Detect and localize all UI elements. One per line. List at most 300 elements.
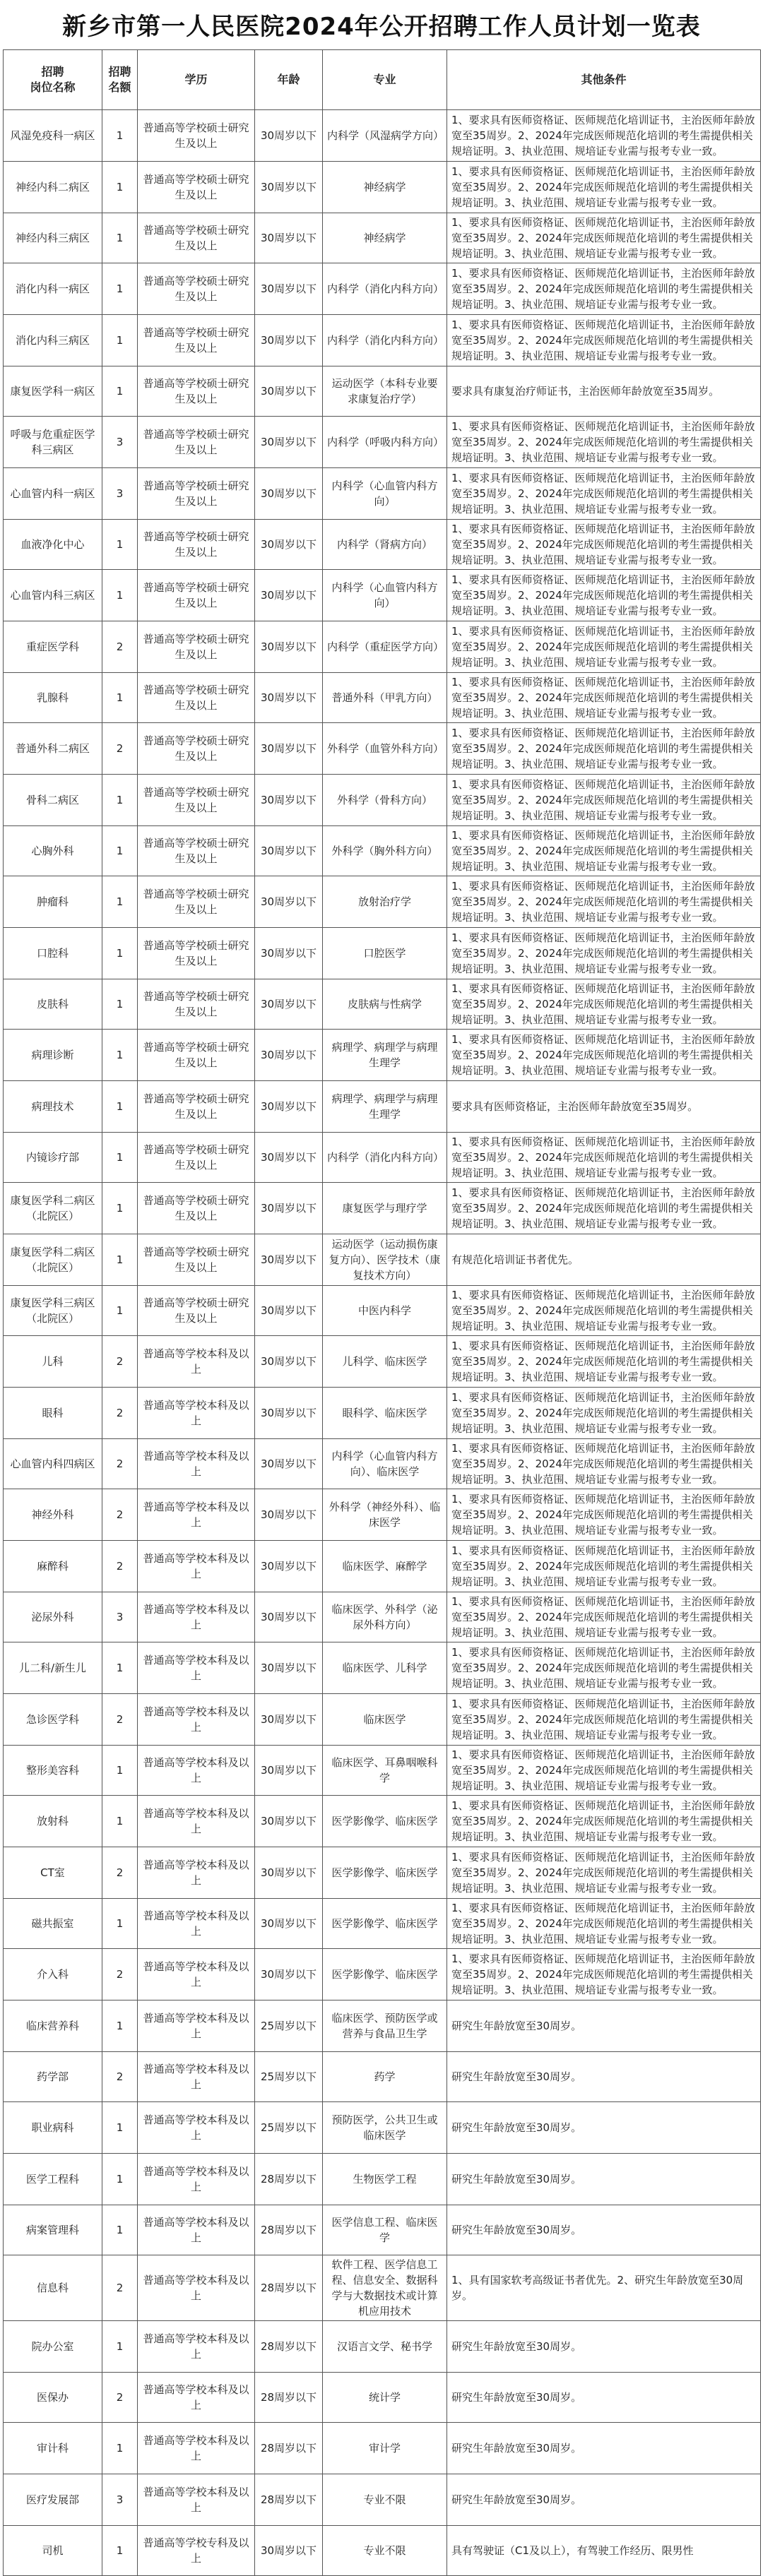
cell-position: 呼吸与危重症医学科三病区 (4, 417, 102, 468)
cell-conditions: 1、要求具有医师资格证、医师规范化培训证书，主治医师年龄放宽至35周岁。2、2024年完成医师规范化培训的考生需提供相关规培证明。3、执业范围、规培证专业需与报考专业一致。 (447, 1746, 761, 1796)
page-title: 新乡市第一人民医院2024年公开招聘工作人员计划一览表 (62, 13, 701, 41)
cell-age: 30周岁以下 (255, 1183, 323, 1234)
cell-quota: 1 (102, 1642, 138, 1694)
cell-education: 普通高等学校硕士研究生及以上 (138, 928, 255, 979)
cell-quota: 2 (102, 2373, 138, 2423)
cell-position: 康复医学科二病区（北院区） (4, 1234, 102, 1286)
cell-major: 内科学（重症医学方向） (323, 621, 447, 673)
table-row (4, 876, 761, 928)
cell-conditions: 1、要求具有医师资格证、医师规范化培训证书，主治医师年龄放宽至35周岁。2、2024年完成医师规范化培训的考生需提供相关规培证明。3、执业范围、规培证专业需与报考专业一致。 (447, 1949, 761, 2000)
cell-quota: 1 (102, 876, 138, 928)
cell-quota: 1 (102, 162, 138, 213)
cell-quota: 3 (102, 2474, 138, 2526)
cell-position: 内镜诊疗部 (4, 1133, 102, 1183)
cell-age: 30周岁以下 (255, 110, 323, 162)
cell-conditions: 1、要求具有医师资格证、医师规范化培训证书，主治医师年龄放宽至35周岁。2、2024年完成医师规范化培训的考生需提供相关规培证明。3、执业范围、规培证专业需与报考专业一致。 (447, 876, 761, 928)
cell-position: 临床营养科 (4, 2000, 102, 2052)
cell-conditions: 1、要求具有医师资格证、医师规范化培训证书，主治医师年龄放宽至35周岁。2、2024年完成医师规范化培训的考生需提供相关规培证明。3、执业范围、规培证专业需与报考专业一致。 (447, 1847, 761, 1899)
cell-conditions: 1、要求具有医师资格证、医师规范化培训证书，主治医师年龄放宽至35周岁。2、2024年完成医师规范化培训的考生需提供相关规培证明。3、执业范围、规培证专业需与报考专业一致。 (447, 928, 761, 979)
cell-education: 普通高等学校硕士研究生及以上 (138, 1081, 255, 1133)
cell-conditions: 1、要求具有医师资格证、医师规范化培训证书，主治医师年龄放宽至35周岁。2、2024年完成医师规范化培训的考生需提供相关规培证明。3、执业范围、规培证专业需与报考专业一致。 (447, 263, 761, 315)
cell-major: 内科学（心血管内科方向） (323, 570, 447, 621)
cell-age: 30周岁以下 (255, 1336, 323, 1388)
cell-quota: 1 (102, 1183, 138, 1234)
cell-education: 普通高等学校硕士研究生及以上 (138, 213, 255, 263)
cell-conditions: 1、要求具有医师资格证、医师规范化培训证书，主治医师年龄放宽至35周岁。2、2024年完成医师规范化培训的考生需提供相关规培证明。3、执业范围、规培证专业需与报考专业一致。 (447, 1592, 761, 1642)
cell-major: 医学影像学、临床医学 (323, 1796, 447, 1847)
cell-position: 病理技术 (4, 1081, 102, 1133)
cell-education: 普通高等学校硕士研究生及以上 (138, 520, 255, 570)
cell-education: 普通高等学校硕士研究生及以上 (138, 1030, 255, 1081)
cell-major: 汉语言文学、秘书学 (323, 2321, 447, 2373)
cell-age: 30周岁以下 (255, 1388, 323, 1439)
cell-education: 普通高等学校硕士研究生及以上 (138, 876, 255, 928)
cell-quota: 2 (102, 1489, 138, 1541)
cell-quota: 1 (102, 1133, 138, 1183)
cell-position: 审计科 (4, 2423, 102, 2474)
cell-quota: 2 (102, 723, 138, 775)
cell-conditions: 要求具有医师资格证，主治医师年龄放宽至35周岁。 (447, 1081, 761, 1133)
table-row (4, 2423, 761, 2474)
cell-position: 药学部 (4, 2052, 102, 2102)
cell-major: 放射治疗学 (323, 876, 447, 928)
table-row (4, 2321, 761, 2373)
cell-major: 临床医学 (323, 1694, 447, 1746)
cell-education: 普通高等学校硕士研究生及以上 (138, 826, 255, 876)
cell-major: 医学信息工程、临床医学 (323, 2205, 447, 2255)
cell-position: 放射科 (4, 1796, 102, 1847)
cell-age: 28周岁以下 (255, 2321, 323, 2373)
table-row (4, 366, 761, 417)
cell-quota: 3 (102, 417, 138, 468)
cell-education: 普通高等学校硕士研究生及以上 (138, 1234, 255, 1286)
cell-position: 心血管内科四病区 (4, 1439, 102, 1489)
cell-quota: 1 (102, 2205, 138, 2255)
cell-age: 30周岁以下 (255, 1592, 323, 1642)
cell-position: 康复医学科二病区（北院区） (4, 1183, 102, 1234)
cell-age: 30周岁以下 (255, 1847, 323, 1899)
table-row (4, 2474, 761, 2526)
cell-position: 院办公室 (4, 2321, 102, 2373)
header-education: 学历 (138, 50, 255, 110)
cell-major: 儿科学、临床医学 (323, 1336, 447, 1388)
cell-position: 心血管内科一病区 (4, 468, 102, 520)
cell-position: 司机 (4, 2526, 102, 2576)
table-row (4, 1796, 761, 1847)
cell-conditions: 1、要求具有医师资格证、医师规范化培训证书，主治医师年龄放宽至35周岁。2、2024年完成医师规范化培训的考生需提供相关规培证明。3、执业范围、规培证专业需与报考专业一致。 (447, 979, 761, 1030)
cell-major: 内科学（呼吸内科方向） (323, 417, 447, 468)
table-row (4, 2526, 761, 2576)
cell-quota: 1 (102, 1796, 138, 1847)
table-row (4, 1489, 761, 1541)
table-row (4, 1133, 761, 1183)
cell-position: 消化内科三病区 (4, 315, 102, 366)
cell-education: 普通高等学校本科及以上 (138, 1949, 255, 2000)
cell-education: 普通高等学校硕士研究生及以上 (138, 979, 255, 1030)
cell-age: 30周岁以下 (255, 1642, 323, 1694)
cell-major: 外科学（血管外科方向） (323, 723, 447, 775)
cell-age: 30周岁以下 (255, 213, 323, 263)
table-row (4, 213, 761, 263)
table-row (4, 826, 761, 876)
table-row (4, 417, 761, 468)
cell-quota: 2 (102, 1541, 138, 1592)
cell-education: 普通高等学校本科及以上 (138, 2474, 255, 2526)
cell-age: 28周岁以下 (255, 2423, 323, 2474)
table-row (4, 1336, 761, 1388)
cell-position: CT室 (4, 1847, 102, 1899)
cell-quota: 1 (102, 1030, 138, 1081)
cell-major: 神经病学 (323, 213, 447, 263)
cell-quota: 1 (102, 2000, 138, 2052)
cell-education: 普通高等学校本科及以上 (138, 1336, 255, 1388)
cell-education: 普通高等学校本科及以上 (138, 1796, 255, 1847)
cell-major: 医学影像学、临床医学 (323, 1899, 447, 1949)
cell-position: 神经内科二病区 (4, 162, 102, 213)
cell-age: 30周岁以下 (255, 520, 323, 570)
cell-age: 30周岁以下 (255, 1796, 323, 1847)
cell-education: 普通高等学校本科及以上 (138, 1541, 255, 1592)
cell-education: 普通高等学校硕士研究生及以上 (138, 315, 255, 366)
table-row (4, 1439, 761, 1489)
cell-major: 眼科学、临床医学 (323, 1388, 447, 1439)
cell-age: 30周岁以下 (255, 673, 323, 723)
cell-conditions: 1、要求具有医师资格证、医师规范化培训证书，主治医师年龄放宽至35周岁。2、2024年完成医师规范化培训的考生需提供相关规培证明。3、执业范围、规培证专业需与报考专业一致。 (447, 1694, 761, 1746)
table-row (4, 1183, 761, 1234)
cell-education: 普通高等学校硕士研究生及以上 (138, 621, 255, 673)
cell-education: 普通高等学校硕士研究生及以上 (138, 1286, 255, 1336)
table-row (4, 723, 761, 775)
table-row (4, 1694, 761, 1746)
cell-age: 28周岁以下 (255, 2474, 323, 2526)
cell-quota: 2 (102, 1949, 138, 2000)
cell-major: 皮肤病与性病学 (323, 979, 447, 1030)
table-row (4, 1541, 761, 1592)
table-row (4, 1847, 761, 1899)
cell-education: 普通高等学校本科及以上 (138, 2255, 255, 2321)
cell-education: 普通高等学校本科及以上 (138, 1899, 255, 1949)
table-row (4, 621, 761, 673)
table-row (4, 162, 761, 213)
cell-major: 统计学 (323, 2373, 447, 2423)
table-row (4, 468, 761, 520)
cell-education: 普通高等学校硕士研究生及以上 (138, 110, 255, 162)
table-row (4, 315, 761, 366)
cell-conditions: 1、要求具有医师资格证、医师规范化培训证书，主治医师年龄放宽至35周岁。2、2024年完成医师规范化培训的考生需提供相关规培证明。3、执业范围、规培证专业需与报考专业一致。 (447, 570, 761, 621)
cell-education: 普通高等学校本科及以上 (138, 1439, 255, 1489)
cell-position: 医疗发展部 (4, 2474, 102, 2526)
cell-age: 30周岁以下 (255, 468, 323, 520)
header-major: 专业 (323, 50, 447, 110)
cell-position: 骨科二病区 (4, 775, 102, 826)
cell-age: 30周岁以下 (255, 1949, 323, 2000)
cell-major: 康复医学与理疗学 (323, 1183, 447, 1234)
cell-education: 普通高等学校本科及以上 (138, 1388, 255, 1439)
cell-position: 重症医学科 (4, 621, 102, 673)
cell-conditions: 1、要求具有医师资格证、医师规范化培训证书，主治医师年龄放宽至35周岁。2、2024年完成医师规范化培训的考生需提供相关规培证明。3、执业范围、规培证专业需与报考专业一致。 (447, 1439, 761, 1489)
cell-education: 普通高等学校本科及以上 (138, 1592, 255, 1642)
cell-education: 普通高等学校本科及以上 (138, 2102, 255, 2154)
cell-conditions: 1、要求具有医师资格证、医师规范化培训证书，主治医师年龄放宽至35周岁。2、2024年完成医师规范化培训的考生需提供相关规培证明。3、执业范围、规培证专业需与报考专业一致。 (447, 417, 761, 468)
cell-position: 医保办 (4, 2373, 102, 2423)
cell-education: 普通高等学校本科及以上 (138, 2373, 255, 2423)
cell-position: 儿科 (4, 1336, 102, 1388)
cell-quota: 1 (102, 110, 138, 162)
cell-major: 口腔医学 (323, 928, 447, 979)
cell-quota: 1 (102, 1234, 138, 1286)
cell-conditions: 1、要求具有医师资格证、医师规范化培训证书，主治医师年龄放宽至35周岁。2、2024年完成医师规范化培训的考生需提供相关规培证明。3、执业范围、规培证专业需与报考专业一致。 (447, 1796, 761, 1847)
cell-major: 内科学（心血管内科方向）、临床医学 (323, 1439, 447, 1489)
cell-position: 病理诊断 (4, 1030, 102, 1081)
cell-age: 30周岁以下 (255, 366, 323, 417)
cell-conditions: 1、要求具有医师资格证、医师规范化培训证书，主治医师年龄放宽至35周岁。2、2024年完成医师规范化培训的考生需提供相关规培证明。3、执业范围、规培证专业需与报考专业一致。 (447, 1388, 761, 1439)
table-row (4, 1949, 761, 2000)
table-row (4, 263, 761, 315)
cell-age: 30周岁以下 (255, 315, 323, 366)
cell-position: 整形美容科 (4, 1746, 102, 1796)
cell-position: 神经外科 (4, 1489, 102, 1541)
cell-age: 30周岁以下 (255, 928, 323, 979)
cell-conditions: 1、要求具有医师资格证、医师规范化培训证书，主治医师年龄放宽至35周岁。2、2024年完成医师规范化培训的考生需提供相关规培证明。3、执业范围、规培证专业需与报考专业一致。 (447, 213, 761, 263)
cell-major: 运动医学（本科专业要求康复治疗学） (323, 366, 447, 417)
table-row (4, 775, 761, 826)
table-row (4, 2373, 761, 2423)
cell-quota: 1 (102, 775, 138, 826)
cell-age: 25周岁以下 (255, 2052, 323, 2102)
cell-conditions: 1、要求具有医师资格证、医师规范化培训证书，主治医师年龄放宽至35周岁。2、2024年完成医师规范化培训的考生需提供相关规培证明。3、执业范围、规培证专业需与报考专业一致。 (447, 723, 761, 775)
cell-major: 外科学（骨科方向） (323, 775, 447, 826)
cell-education: 普通高等学校硕士研究生及以上 (138, 162, 255, 213)
cell-conditions: 1、具有国家软考高级证书者优先。2、研究生年龄放宽至30周岁。 (447, 2255, 761, 2321)
cell-age: 30周岁以下 (255, 1081, 323, 1133)
cell-age: 30周岁以下 (255, 1746, 323, 1796)
header-quota: 招聘 名额 (102, 50, 138, 110)
cell-education: 普通高等学校硕士研究生及以上 (138, 570, 255, 621)
cell-education: 普通高等学校硕士研究生及以上 (138, 723, 255, 775)
cell-conditions: 要求具有康复治疗师证书，主治医师年龄放宽至35周岁。 (447, 366, 761, 417)
table-row (4, 110, 761, 162)
cell-education: 普通高等学校硕士研究生及以上 (138, 1183, 255, 1234)
cell-age: 30周岁以下 (255, 723, 323, 775)
cell-age: 30周岁以下 (255, 826, 323, 876)
cell-education: 普通高等学校本科及以上 (138, 1746, 255, 1796)
cell-quota: 1 (102, 979, 138, 1030)
cell-education: 普通高等学校硕士研究生及以上 (138, 775, 255, 826)
cell-quota: 1 (102, 2321, 138, 2373)
cell-major: 内科学（消化内科方向） (323, 1133, 447, 1183)
cell-education: 普通高等学校本科及以上 (138, 2052, 255, 2102)
cell-age: 30周岁以下 (255, 263, 323, 315)
cell-conditions: 有规范化培训证书者优先。 (447, 1234, 761, 1286)
table-row (4, 1081, 761, 1133)
header-position: 招聘 岗位名称 (4, 50, 102, 110)
cell-conditions: 1、要求具有医师资格证、医师规范化培训证书，主治医师年龄放宽至35周岁。2、2024年完成医师规范化培训的考生需提供相关规培证明。3、执业范围、规培证专业需与报考专业一致。 (447, 315, 761, 366)
cell-position: 职业病科 (4, 2102, 102, 2154)
cell-major: 内科学（消化内科方向） (323, 263, 447, 315)
table-row (4, 2255, 761, 2321)
cell-position: 普通外科二病区 (4, 723, 102, 775)
table-row (4, 2000, 761, 2052)
header-conditions: 其他条件 (447, 50, 761, 110)
cell-major: 临床医学、耳鼻咽喉科学 (323, 1746, 447, 1796)
cell-position: 康复医学科三病区（北院区） (4, 1286, 102, 1336)
cell-education: 普通高等学校本科及以上 (138, 1847, 255, 1899)
cell-age: 30周岁以下 (255, 162, 323, 213)
cell-major: 内科学（风湿病学方向） (323, 110, 447, 162)
cell-conditions: 1、要求具有医师资格证、医师规范化培训证书，主治医师年龄放宽至35周岁。2、2024年完成医师规范化培训的考生需提供相关规培证明。3、执业范围、规培证专业需与报考专业一致。 (447, 1642, 761, 1694)
cell-quota: 2 (102, 1694, 138, 1746)
cell-quota: 2 (102, 2052, 138, 2102)
cell-age: 30周岁以下 (255, 1541, 323, 1592)
cell-quota: 1 (102, 2526, 138, 2576)
cell-position: 风湿免疫科一病区 (4, 110, 102, 162)
cell-age: 25周岁以下 (255, 2102, 323, 2154)
cell-quota: 1 (102, 315, 138, 366)
table-row (4, 2154, 761, 2205)
cell-conditions: 1、要求具有医师资格证、医师规范化培训证书，主治医师年龄放宽至35周岁。2、2024年完成医师规范化培训的考生需提供相关规培证明。3、执业范围、规培证专业需与报考专业一致。 (447, 1489, 761, 1541)
cell-position: 病案管理科 (4, 2205, 102, 2255)
cell-quota: 2 (102, 1847, 138, 1899)
cell-major: 内科学（消化内科方向） (323, 315, 447, 366)
cell-quota: 1 (102, 673, 138, 723)
recruitment-table (3, 49, 761, 2576)
cell-education: 普通高等学校本科及以上 (138, 1642, 255, 1694)
cell-position: 急诊医学科 (4, 1694, 102, 1746)
cell-major: 审计学 (323, 2423, 447, 2474)
cell-position: 口腔科 (4, 928, 102, 979)
cell-major: 医学影像学、临床医学 (323, 1847, 447, 1899)
cell-conditions: 研究生年龄放宽至30周岁。 (447, 2102, 761, 2154)
cell-quota: 2 (102, 1439, 138, 1489)
table-row (4, 1899, 761, 1949)
cell-education: 普通高等学校本科及以上 (138, 2154, 255, 2205)
cell-quota: 1 (102, 928, 138, 979)
cell-education: 普通高等学校专科及以上 (138, 2526, 255, 2576)
cell-age: 30周岁以下 (255, 1030, 323, 1081)
cell-conditions: 1、要求具有医师资格证、医师规范化培训证书，主治医师年龄放宽至35周岁。2、2024年完成医师规范化培训的考生需提供相关规培证明。3、执业范围、规培证专业需与报考专业一致。 (447, 1899, 761, 1949)
cell-age: 30周岁以下 (255, 2526, 323, 2576)
table-row (4, 1388, 761, 1439)
cell-quota: 1 (102, 1081, 138, 1133)
cell-quota: 1 (102, 1899, 138, 1949)
cell-quota: 1 (102, 366, 138, 417)
cell-major: 医学影像学、临床医学 (323, 1949, 447, 2000)
table-row (4, 520, 761, 570)
cell-conditions: 1、要求具有医师资格证、医师规范化培训证书，主治医师年龄放宽至35周岁。2、2024年完成医师规范化培训的考生需提供相关规培证明。3、执业范围、规培证专业需与报考专业一致。 (447, 1183, 761, 1234)
cell-age: 30周岁以下 (255, 1234, 323, 1286)
cell-position: 眼科 (4, 1388, 102, 1439)
cell-education: 普通高等学校本科及以上 (138, 1694, 255, 1746)
cell-education: 普通高等学校本科及以上 (138, 2205, 255, 2255)
cell-quota: 3 (102, 1592, 138, 1642)
cell-quota: 2 (102, 621, 138, 673)
cell-quota: 1 (102, 213, 138, 263)
cell-major: 内科学（心血管内科方向） (323, 468, 447, 520)
cell-age: 28周岁以下 (255, 2205, 323, 2255)
cell-quota: 1 (102, 2154, 138, 2205)
cell-conditions: 1、要求具有医师资格证、医师规范化培训证书，主治医师年龄放宽至35周岁。2、2024年完成医师规范化培训的考生需提供相关规培证明。3、执业范围、规培证专业需与报考专业一致。 (447, 520, 761, 570)
cell-conditions: 1、要求具有医师资格证、医师规范化培训证书，主治医师年龄放宽至35周岁。2、2024年完成医师规范化培训的考生需提供相关规培证明。3、执业范围、规培证专业需与报考专业一致。 (447, 826, 761, 876)
cell-major: 专业不限 (323, 2526, 447, 2576)
cell-position: 信息科 (4, 2255, 102, 2321)
cell-education: 普通高等学校本科及以上 (138, 2321, 255, 2373)
cell-position: 神经内科三病区 (4, 213, 102, 263)
cell-age: 30周岁以下 (255, 1133, 323, 1183)
cell-position: 医学工程科 (4, 2154, 102, 2205)
cell-conditions: 1、要求具有医师资格证、医师规范化培训证书，主治医师年龄放宽至35周岁。2、2024年完成医师规范化培训的考生需提供相关规培证明。3、执业范围、规培证专业需与报考专业一致。 (447, 162, 761, 213)
cell-conditions: 1、要求具有医师资格证、医师规范化培训证书，主治医师年龄放宽至35周岁。2、2024年完成医师规范化培训的考生需提供相关规培证明。3、执业范围、规培证专业需与报考专业一致。 (447, 621, 761, 673)
cell-conditions: 1、要求具有医师资格证、医师规范化培训证书，主治医师年龄放宽至35周岁。2、2024年完成医师规范化培训的考生需提供相关规培证明。3、执业范围、规培证专业需与报考专业一致。 (447, 1541, 761, 1592)
cell-quota: 2 (102, 2255, 138, 2321)
cell-conditions: 研究生年龄放宽至30周岁。 (447, 2474, 761, 2526)
cell-quota: 1 (102, 263, 138, 315)
cell-quota: 1 (102, 2102, 138, 2154)
cell-major: 软件工程、医学信息工程、信息安全、数据科学与大数据技术或计算机应用技术 (323, 2255, 447, 2321)
table-row (4, 2052, 761, 2102)
cell-education: 普通高等学校本科及以上 (138, 2423, 255, 2474)
cell-position: 乳腺科 (4, 673, 102, 723)
cell-quota: 2 (102, 1388, 138, 1439)
cell-major: 病理学、病理学与病理生理学 (323, 1081, 447, 1133)
cell-quota: 1 (102, 1746, 138, 1796)
cell-conditions: 1、要求具有医师资格证、医师规范化培训证书，主治医师年龄放宽至35周岁。2、2024年完成医师规范化培训的考生需提供相关规培证明。3、执业范围、规培证专业需与报考专业一致。 (447, 673, 761, 723)
table-row (4, 1030, 761, 1081)
table-header-row (4, 50, 761, 110)
cell-major: 中医内科学 (323, 1286, 447, 1336)
cell-age: 30周岁以下 (255, 1439, 323, 1489)
cell-quota: 1 (102, 826, 138, 876)
cell-conditions: 1、要求具有医师资格证、医师规范化培训证书，主治医师年龄放宽至35周岁。2、2024年完成医师规范化培训的考生需提供相关规培证明。3、执业范围、规培证专业需与报考专业一致。 (447, 1030, 761, 1081)
cell-major: 预防医学，公共卫生或临床医学 (323, 2102, 447, 2154)
cell-age: 30周岁以下 (255, 570, 323, 621)
cell-education: 普通高等学校硕士研究生及以上 (138, 366, 255, 417)
cell-position: 皮肤科 (4, 979, 102, 1030)
cell-conditions: 研究生年龄放宽至30周岁。 (447, 2205, 761, 2255)
cell-age: 30周岁以下 (255, 417, 323, 468)
cell-conditions: 1、要求具有医师资格证、医师规范化培训证书，主治医师年龄放宽至35周岁。2、2024年完成医师规范化培训的考生需提供相关规培证明。3、执业范围、规培证专业需与报考专业一致。 (447, 1133, 761, 1183)
cell-major: 外科学（神经外科）、临床医学 (323, 1489, 447, 1541)
cell-position: 血液净化中心 (4, 520, 102, 570)
cell-education: 普通高等学校硕士研究生及以上 (138, 673, 255, 723)
cell-major: 普通外科（甲乳方向） (323, 673, 447, 723)
cell-major: 临床医学、麻醉学 (323, 1541, 447, 1592)
cell-conditions: 研究生年龄放宽至30周岁。 (447, 2373, 761, 2423)
cell-conditions: 研究生年龄放宽至30周岁。 (447, 2423, 761, 2474)
table-row (4, 1286, 761, 1336)
cell-education: 普通高等学校本科及以上 (138, 2000, 255, 2052)
table-row (4, 2102, 761, 2154)
cell-quota: 1 (102, 2423, 138, 2474)
cell-education: 普通高等学校硕士研究生及以上 (138, 263, 255, 315)
cell-conditions: 1、要求具有医师资格证、医师规范化培训证书，主治医师年龄放宽至35周岁。2、2024年完成医师规范化培训的考生需提供相关规培证明。3、执业范围、规培证专业需与报考专业一致。 (447, 110, 761, 162)
cell-conditions: 1、要求具有医师资格证、医师规范化培训证书，主治医师年龄放宽至35周岁。2、2024年完成医师规范化培训的考生需提供相关规培证明。3、执业范围、规培证专业需与报考专业一致。 (447, 1286, 761, 1336)
cell-conditions: 具有驾驶证（C1及以上），有驾驶工作经历、限男性 (447, 2526, 761, 2576)
table-row (4, 673, 761, 723)
cell-education: 普通高等学校本科及以上 (138, 1489, 255, 1541)
cell-age: 30周岁以下 (255, 1286, 323, 1336)
header-age: 年龄 (255, 50, 323, 110)
cell-major: 运动医学（运动损伤康复方向）、医学技术（康复技术方向） (323, 1234, 447, 1286)
cell-position: 泌尿外科 (4, 1592, 102, 1642)
cell-quota: 3 (102, 468, 138, 520)
cell-position: 介入科 (4, 1949, 102, 2000)
cell-conditions: 研究生年龄放宽至30周岁。 (447, 2321, 761, 2373)
cell-position: 麻醉科 (4, 1541, 102, 1592)
cell-position: 消化内科一病区 (4, 263, 102, 315)
table-body (4, 110, 761, 2576)
cell-quota: 1 (102, 570, 138, 621)
table-row (4, 1592, 761, 1642)
